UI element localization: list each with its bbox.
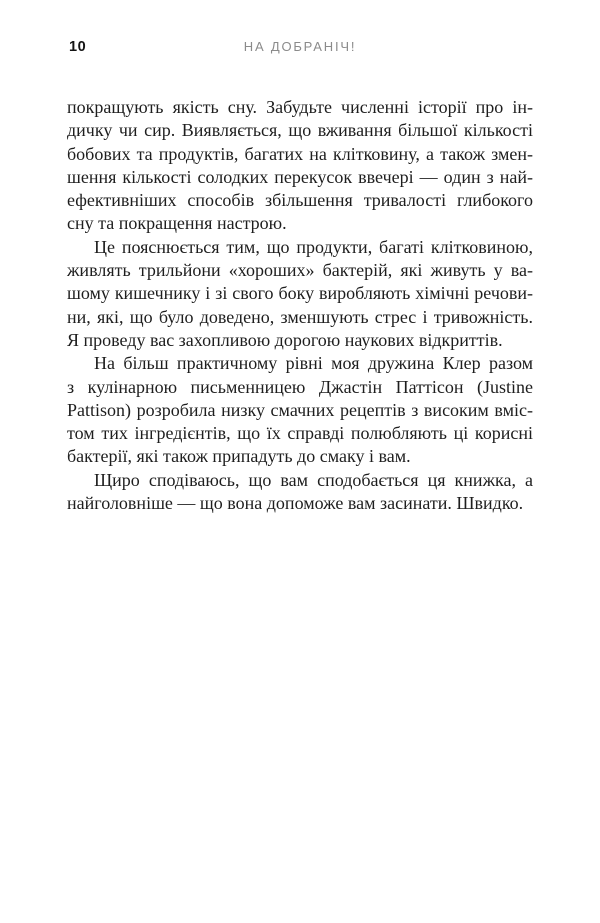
page-header bbox=[67, 39, 533, 59]
text-line: дичку чи сир. Виявляється, що вживання більшої кількості bbox=[67, 120, 533, 141]
paragraph bbox=[67, 469, 533, 516]
text-line: Це пояснюється тим, що продукти, багаті клітковиною, bbox=[94, 236, 533, 257]
text-line: бактерії, які також припадуть до смаку і вам. bbox=[67, 446, 411, 467]
text-line: з кулінарною письменницею Джастін Паттісон (Justine bbox=[67, 376, 533, 397]
paragraph bbox=[67, 96, 533, 236]
text-line: сну та покращення настрою. bbox=[67, 213, 287, 234]
text-line: Pattison) розробила низку смачних рецептів з високим вміс- bbox=[67, 399, 533, 420]
text-line: Я проведу вас захопливою дорогою наукових відкриттів. bbox=[67, 329, 503, 350]
text-line: живлять трильйони «хороших» бактерій, які живуть у ва- bbox=[67, 260, 533, 281]
text-line: найголовніше — що вона допоможе вам засинати. Швидко. bbox=[67, 493, 524, 514]
text-line: покращують якість сну. Забудьте численні історії про ін- bbox=[67, 97, 533, 117]
text-line: шому кишечнику і зі свого боку виробляють хімічні речови- bbox=[67, 283, 533, 304]
text-line: ни, які, що було доведено, зменшують стрес і тривожність. bbox=[67, 306, 533, 327]
page-number: 10 bbox=[69, 39, 87, 55]
text-line: том тих інгредієнтів, що їх справді полюбляють ці корисні bbox=[67, 423, 533, 444]
paragraph bbox=[67, 352, 533, 468]
running-title: НА ДОБРАНІЧ! bbox=[243, 39, 357, 54]
text-line: ефективніших способів збільшення тривалості глибокого bbox=[67, 190, 533, 211]
body-text bbox=[67, 96, 533, 515]
text-line: бобових та продуктів, багатих на клітковину, а також змен- bbox=[67, 143, 533, 164]
text-line: Щиро сподіваюсь, що вам сподобається ця книжка, а bbox=[94, 469, 533, 490]
text-line: шення кількості солодких перекусок ввечері — один з най- bbox=[67, 166, 533, 187]
text-line: На більш практичному рівні моя дружина Клер разом bbox=[94, 353, 533, 374]
paragraph bbox=[67, 236, 533, 352]
